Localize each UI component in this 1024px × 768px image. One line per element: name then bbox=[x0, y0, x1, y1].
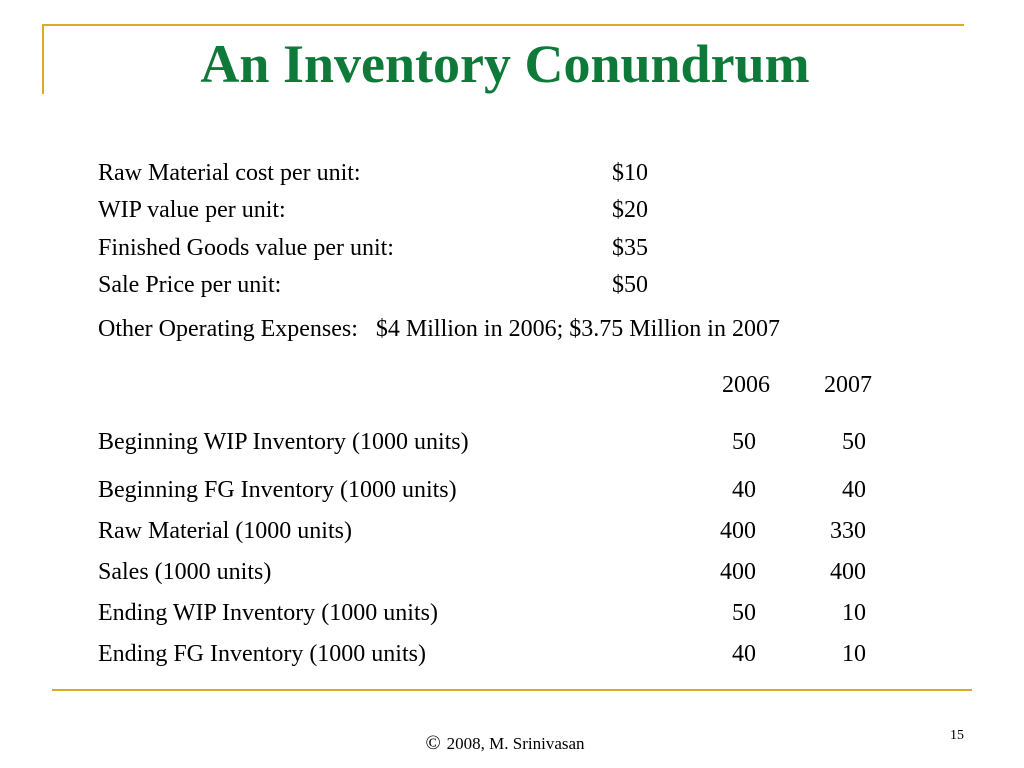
row-label: Beginning FG Inventory (1000 units) bbox=[98, 477, 457, 503]
column-header-2006: 2006 bbox=[722, 372, 770, 398]
value-2006: 40 bbox=[732, 641, 756, 667]
row-label: Raw Material (1000 units) bbox=[98, 518, 352, 544]
unit-value-amount: $35 bbox=[612, 235, 648, 261]
top-border-line bbox=[42, 24, 964, 26]
value-2006: 50 bbox=[732, 429, 756, 455]
slide-title: An Inventory Conundrum bbox=[200, 34, 810, 94]
footer bbox=[0, 732, 1010, 755]
footer-divider bbox=[52, 689, 972, 691]
value-2007: 10 bbox=[842, 600, 866, 626]
row-label: Beginning WIP Inventory (1000 units) bbox=[98, 429, 469, 455]
page-number: 15 bbox=[950, 728, 964, 743]
row-label: Sales (1000 units) bbox=[98, 559, 272, 585]
value-2007: 330 bbox=[830, 518, 866, 544]
value-2007: 400 bbox=[830, 559, 866, 585]
value-2006: 40 bbox=[732, 477, 756, 503]
unit-value-label: WIP value per unit: bbox=[98, 197, 286, 223]
unit-value-amount: $10 bbox=[612, 160, 648, 186]
value-2006: 400 bbox=[720, 559, 756, 585]
unit-value-amount: $50 bbox=[612, 272, 648, 298]
value-2007: 50 bbox=[842, 429, 866, 455]
row-label: Ending FG Inventory (1000 units) bbox=[98, 641, 426, 667]
value-2006: 400 bbox=[720, 518, 756, 544]
copyright-icon: © bbox=[425, 732, 441, 754]
unit-value-label: Raw Material cost per unit: bbox=[98, 160, 361, 186]
other-expenses-text: Other Operating Expenses: $4 Million in 2006; $3.75 Million in 2007 bbox=[98, 316, 780, 342]
value-2007: 10 bbox=[842, 641, 866, 667]
unit-value-amount: $20 bbox=[612, 197, 648, 223]
unit-value-label: Finished Goods value per unit: bbox=[98, 235, 394, 261]
value-2007: 40 bbox=[842, 477, 866, 503]
footer-credit: 2008, M. Srinivasan bbox=[446, 734, 585, 753]
value-2006: 50 bbox=[732, 600, 756, 626]
row-label: Ending WIP Inventory (1000 units) bbox=[98, 600, 438, 626]
column-header-2007: 2007 bbox=[824, 372, 872, 398]
unit-value-label: Sale Price per unit: bbox=[98, 272, 282, 298]
